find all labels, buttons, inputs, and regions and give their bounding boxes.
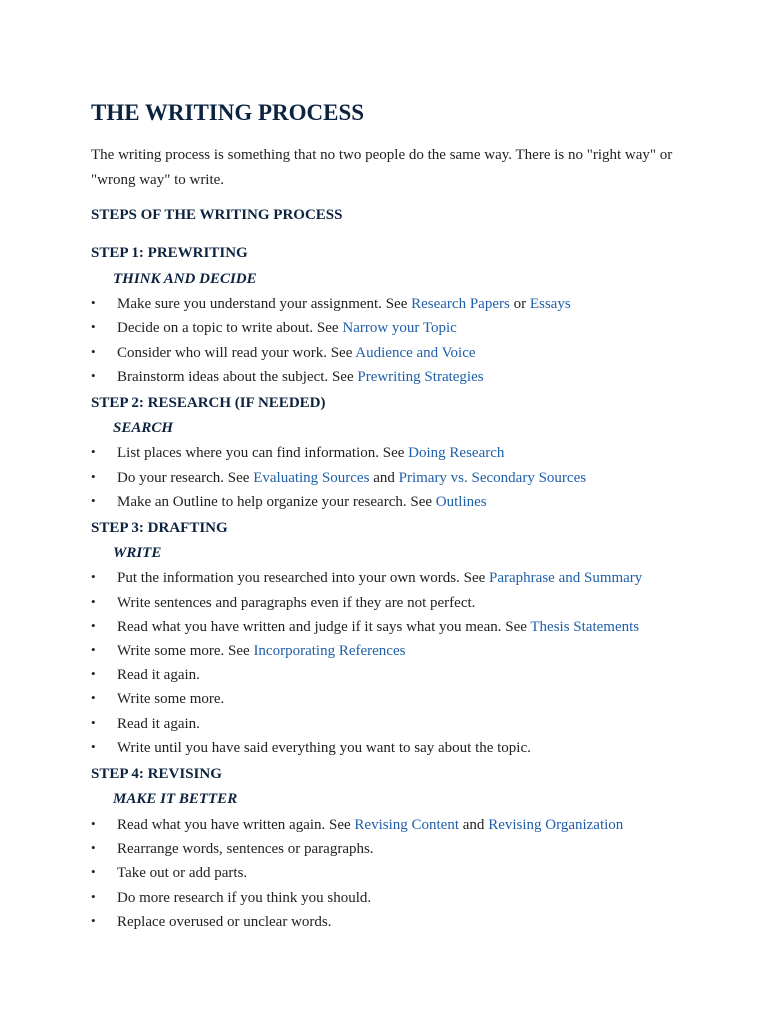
list-item-text: Make an Outline to help organize your research. See [117, 494, 436, 510]
link-paraphrase-and-summary[interactable]: Paraphrase and Summary [489, 570, 643, 586]
list-item-text: Read what you have written again. See [117, 817, 355, 833]
bullet-icon: • [91, 444, 96, 459]
list-item-text: Replace overused or unclear words. [117, 914, 332, 930]
link-doing-research[interactable]: Doing Research [408, 445, 505, 461]
steps-heading: STEPS OF THE WRITING PROCESS [91, 207, 343, 223]
list-item [91, 666, 200, 684]
bullet-icon: • [91, 690, 96, 705]
bullet-icon: • [91, 715, 96, 730]
page-title: THE WRITING PROCESS [91, 100, 365, 125]
list-item-text: Read it again. [117, 716, 200, 732]
list-item-text: and [369, 470, 399, 486]
bullet-icon: • [91, 618, 96, 633]
link-research-papers[interactable]: Research Papers [411, 296, 510, 312]
list-item [91, 889, 371, 907]
list-item [91, 444, 504, 462]
step4-subheading: MAKE IT BETTER [113, 791, 238, 807]
step3-subheading: WRITE [113, 545, 162, 561]
list-item [91, 368, 484, 386]
link-primary-vs-secondary-sources[interactable]: Primary vs. Secondary Sources [398, 470, 587, 486]
list-item [91, 816, 623, 834]
list-item-text: or [509, 296, 530, 312]
bullet-icon: • [91, 469, 96, 484]
intro-line-2: "wrong way" to write. [91, 172, 225, 188]
list-item [91, 493, 487, 511]
intro-line-1: The writing process is something that no two people do the same way. There is no "right way" or [91, 147, 673, 163]
list-item [91, 642, 405, 660]
bullet-icon: • [91, 864, 96, 879]
list-item-text: Take out or add parts. [117, 865, 248, 881]
bullet-icon: • [91, 319, 96, 334]
bullet-icon: • [91, 666, 96, 681]
step2-heading: STEP 2: RESEARCH (IF NEEDED) [91, 395, 326, 411]
list-item-text: Decide on a topic to write about. See [117, 320, 343, 336]
list-item-text: Write some more. [117, 691, 225, 707]
bullet-icon: • [91, 594, 96, 609]
list-item [91, 344, 476, 362]
link-revising-content[interactable]: Revising Content [354, 817, 460, 833]
list-item-text: Consider who will read your work. See [117, 345, 356, 361]
list-item-text: and [459, 817, 489, 833]
list-item [91, 569, 642, 587]
list-item-text: Make sure you understand your assignment. See [117, 296, 412, 312]
list-item-text: Read what you have written and judge if it says what you mean. See [117, 619, 531, 635]
bullet-icon: • [91, 569, 96, 584]
bullet-icon: • [91, 889, 96, 904]
link-outlines[interactable]: Outlines [435, 494, 487, 510]
link-prewriting-strategies[interactable]: Prewriting Strategies [357, 369, 484, 385]
list-item [91, 319, 457, 337]
bullet-icon: • [91, 493, 96, 508]
list-item-text: Brainstorm ideas about the subject. See [117, 369, 358, 385]
step1-subheading: THINK AND DECIDE [113, 271, 257, 287]
list-item-text: Do your research. See [117, 470, 254, 486]
bullet-icon: • [91, 840, 96, 855]
list-item [91, 913, 332, 931]
bullet-icon: • [91, 368, 96, 383]
link-evaluating-sources[interactable]: Evaluating Sources [253, 470, 370, 486]
list-item [91, 840, 374, 858]
list-item-text: Write sentences and paragraphs even if they are not perfect. [117, 595, 476, 611]
list-item [91, 715, 200, 733]
list-item-text: Put the information you researched into your own words. See [117, 570, 490, 586]
list-item [91, 864, 247, 882]
list-item-text: Do more research if you think you should. [117, 890, 372, 906]
list-item-text: Write until you have said everything you want to say about the topic. [117, 740, 531, 756]
link-thesis-statements[interactable]: Thesis Statements [530, 619, 640, 635]
bullet-icon: • [91, 295, 96, 310]
link-revising-organization[interactable]: Revising Organization [488, 817, 624, 833]
link-essays[interactable]: Essays [529, 296, 571, 312]
step4-heading: STEP 4: REVISING [91, 766, 222, 782]
list-item-text: List places where you can find information. See [117, 445, 409, 461]
list-item-text: Read it again. [117, 667, 200, 683]
intro-paragraph [91, 143, 691, 193]
list-item-text: Rearrange words, sentences or paragraphs. [117, 841, 374, 857]
bullet-icon: • [91, 739, 96, 754]
bullet-icon: • [91, 344, 96, 359]
list-item [91, 594, 475, 612]
bullet-icon: • [91, 816, 96, 831]
list-item [91, 295, 571, 313]
bullet-icon: • [91, 913, 96, 928]
link-incorporating-references[interactable]: Incorporating References [253, 643, 406, 659]
list-item [91, 739, 531, 757]
link-audience-and-voice[interactable]: Audience and Voice [355, 345, 476, 361]
list-item [91, 618, 639, 636]
link-narrow-your-topic[interactable]: Narrow your Topic [342, 320, 457, 336]
step2-subheading: SEARCH [113, 420, 174, 436]
list-item-text: Write some more. See [117, 643, 254, 659]
step3-heading: STEP 3: DRAFTING [91, 520, 228, 536]
bullet-icon: • [91, 642, 96, 657]
list-item [91, 469, 586, 487]
list-item [91, 690, 224, 708]
step1-heading: STEP 1: PREWRITING [91, 245, 248, 261]
